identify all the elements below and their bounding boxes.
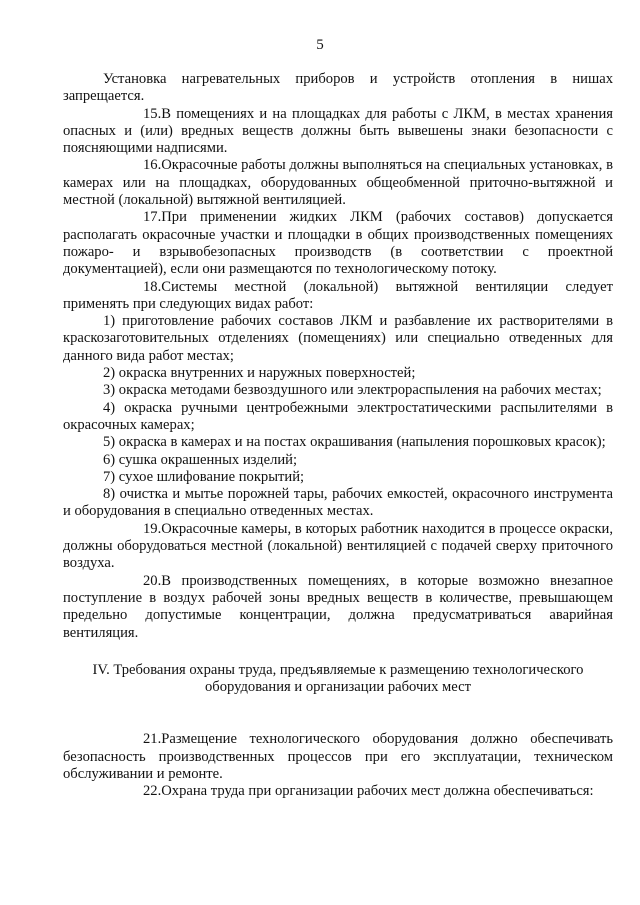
paragraph-text: Установка нагревательных приборов и устройств отопления в нишах запрещается.: [63, 71, 613, 105]
paragraph-20: [63, 573, 613, 642]
list-item-1: 1) приготовление рабочих составов ЛКМ и разбавление их растворителями в краскозаготовительных отделениях (помещениях) или специально отведенных для данного вида работ местах;: [63, 313, 613, 364]
list-item-2: 2) окраска внутренних и наружных поверхностей;: [103, 365, 416, 382]
document-body: [63, 71, 613, 801]
paragraph-number: 16.: [143, 157, 162, 174]
paragraph-text: Размещение технологического оборудования должно обеспечивать безопасность производственных процессов при его эксплуатации, техническом обслуживании и ремонте.: [63, 731, 613, 782]
section-heading: [63, 662, 613, 697]
paragraph-number: 18.: [143, 278, 162, 295]
paragraph-number: 15.: [143, 105, 162, 122]
list-item-3: 3) окраска методами безвоздушного или электрораспыления на рабочих местах;: [103, 382, 602, 399]
paragraph-21: [63, 731, 613, 783]
paragraph-18: [63, 279, 613, 314]
paragraph-heaters: [63, 71, 613, 106]
paragraph-text: В производственных помещениях, в которые возможно внезапное поступление в воздух рабочей зоны вредных веществ в количестве, превышающем предельно допустимые концентрации, должна предусматриваться аварийная вентиляция.: [63, 572, 613, 641]
paragraph-number: 17.: [143, 209, 162, 226]
section-heading-line-2: оборудования и организации рабочих мест: [205, 679, 471, 696]
paragraph-19: [63, 521, 613, 573]
paragraph-16: [63, 157, 613, 209]
section-heading-line-1: IV. Требования охраны труда, предъявляемые к размещению технологического: [92, 661, 584, 678]
paragraph-number: 20.: [143, 572, 162, 589]
list-item-8: 8) очистка и мытье порожней тары, рабочих емкостей, окрасочного инструмента и оборудования в специально отведенных местах.: [63, 486, 613, 520]
paragraph-number: 21.: [143, 731, 162, 748]
paragraph-22: [63, 783, 613, 800]
paragraph-15: [63, 106, 613, 158]
paragraph-number: 22.: [143, 783, 162, 800]
paragraph-text: Окрасочные камеры, в которых работник находится в процессе окраски, должны оборудоваться местной (локальной) вентиляцией с подачей сверху приточного воздуха.: [63, 520, 613, 572]
paragraph-text: Окрасочные работы должны выполняться на специальных установках, в камерах или на площадках, оборудованных общеобменной приточно-вытяжной и местной (локальной) вытяжной вентиляцией.: [63, 157, 613, 209]
list-item-5: 5) окраска в камерах и на постах окрашивания (напыления порошковых красок);: [103, 434, 606, 451]
list-item-7: 7) сухое шлифование покрытий;: [103, 468, 305, 485]
paragraph-text: При применении жидких ЛКМ (рабочих составов) допускается располагать окрасочные участки и площадки в общих производственных помещениях пожаро- и взрывобезопасных производств (в соответствии с проектной документацией), если они размещаются по технологическому потоку.: [63, 209, 613, 278]
paragraph-text: Системы местной (локальной) вытяжной вентиляции следует применять при следующих видах работ:: [63, 278, 613, 312]
paragraph-17: [63, 209, 613, 278]
page-number: 5: [316, 37, 324, 53]
paragraph-text: Охрана труда при организации рабочих мест должна обеспечиваться:: [161, 783, 594, 800]
paragraph-number: 19.: [143, 520, 162, 537]
list-item-4: 4) окраска ручными центробежными электростатическими распылителями в окрасочных камерах;: [63, 399, 613, 433]
paragraph-text: В помещениях и на площадках для работы с ЛКМ, в местах хранения опасных и (или) вредных веществ должны быть вывешены знаки безопасности с поясняющими надписями.: [63, 105, 613, 157]
list-item-6: 6) сушка окрашенных изделий;: [103, 451, 298, 468]
